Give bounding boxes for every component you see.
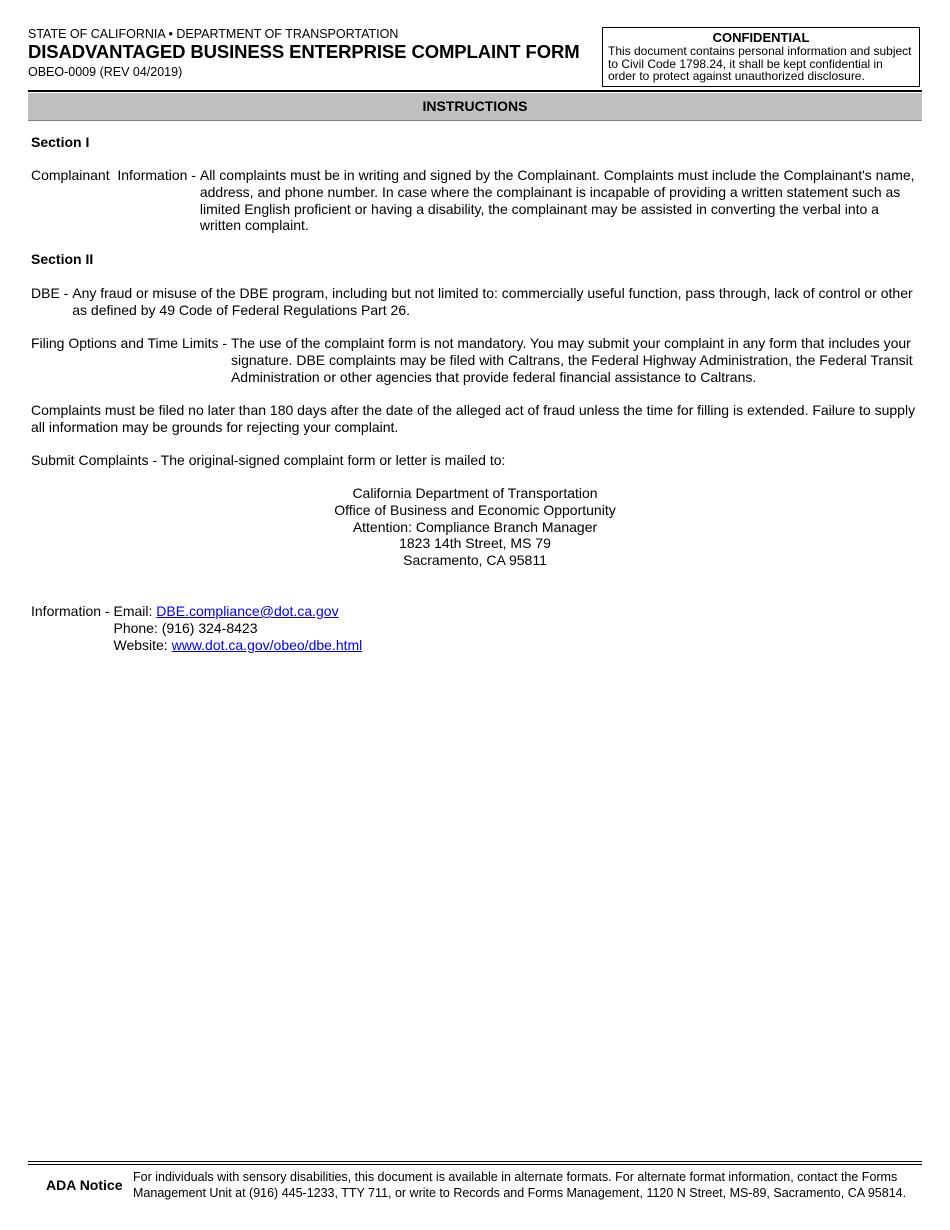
section-2-heading: Section II [31,251,94,267]
phone-label: Phone: [113,619,162,636]
complainant-info-paragraph [31,167,915,234]
phone-number: (916) 324-8423 [161,619,258,636]
deadline-paragraph: Complaints must be filed no later than 180 days after the date of the alleged act of fraud unless the time for filling is extended. Failure to supply all information may be grounds for rejecting your complaint. [31,402,916,435]
information-label: Information - [31,603,114,619]
dbe-text: Any fraud or misuse of the DBE program, including but not limited to: commercially useful function, pass through, lack of control or other as defined by 49 Code of Federal Regulations Part 26. [72,285,913,318]
instructions-heading: INSTRUCTIONS [28,93,922,121]
form-title: DISADVANTAGED BUSINESS ENTERPRISE COMPLAINT FORM [28,41,580,62]
header-divider [28,90,922,92]
address-line: 1823 14th Street, MS 79 [399,535,551,552]
footer-divider [28,1164,922,1165]
address-line: Office of Business and Economic Opportunity [334,501,616,518]
email-line [113,603,915,620]
submit-complaints-paragraph: Submit Complaints - The original-signed complaint form or letter is mailed to: [31,452,506,468]
dbe-paragraph [31,285,915,319]
address-line: Attention: Compliance Branch Manager [352,518,598,535]
website-link[interactable]: www.dot.ca.gov/obeo/dbe.html [171,636,363,653]
filing-options-label: Filing Options and Time Limits - [31,335,231,351]
confidential-box [602,27,920,87]
agency-line: STATE OF CALIFORNIA • DEPARTMENT OF TRANSPORTATION [28,27,399,41]
ada-notice-label: ADA Notice [46,1177,123,1193]
ada-notice-text: For individuals with sensory disabilities, this document is available in alternate formats. For alternate format information, contact the Forms Management Unit at (916) 445-1233, TTY 711, or write to Records and Forms Management, 1120 N Street, MS-89, Sacramento, CA 95814. [133,1170,907,1200]
address-line: Sacramento, CA 95811 [403,552,547,569]
dbe-label: DBE - [31,285,73,301]
filing-options-text: The use of the complaint form is not mandatory. You may submit your complaint in any form that includes your signature. DBE complaints may be filed with Caltrans, the Federal Highway Administration, the Federal Transit Administration or other agencies that provide federal financial assistance to Caltrans. [230,335,913,385]
confidential-text: This document contains personal information and subject to Civil Code 1798.24, it shall be kept confidential in order to protect against unauthorized disclosure. [608,44,912,83]
complainant-info-label: Complainant Information - [31,167,200,183]
section-1-heading: Section I [31,134,90,150]
form-number: OBEO-0009 (REV 04/2019) [28,65,183,79]
mailing-address [28,485,922,569]
address-line: California Department of Transportation [352,485,598,501]
footer-divider [28,1161,922,1162]
website-line [113,637,915,654]
filing-options-paragraph [31,335,915,385]
phone-line [113,620,915,637]
email-label: Email: [113,603,157,619]
website-label: Website: [113,636,172,653]
complainant-info-text: All complaints must be in writing and signed by the Complainant. Complaints must include the Complainant's name, address, and phone number. In case where the complainant is incapable of providing a written statement such as limited English proficient or having a disability, the complainant may be assisted in converting the verbal into a written complaint. [199,167,915,234]
information-block [31,603,915,653]
confidential-title: CONFIDENTIAL [712,30,810,45]
email-link[interactable]: DBE.compliance@dot.ca.gov [156,603,339,619]
